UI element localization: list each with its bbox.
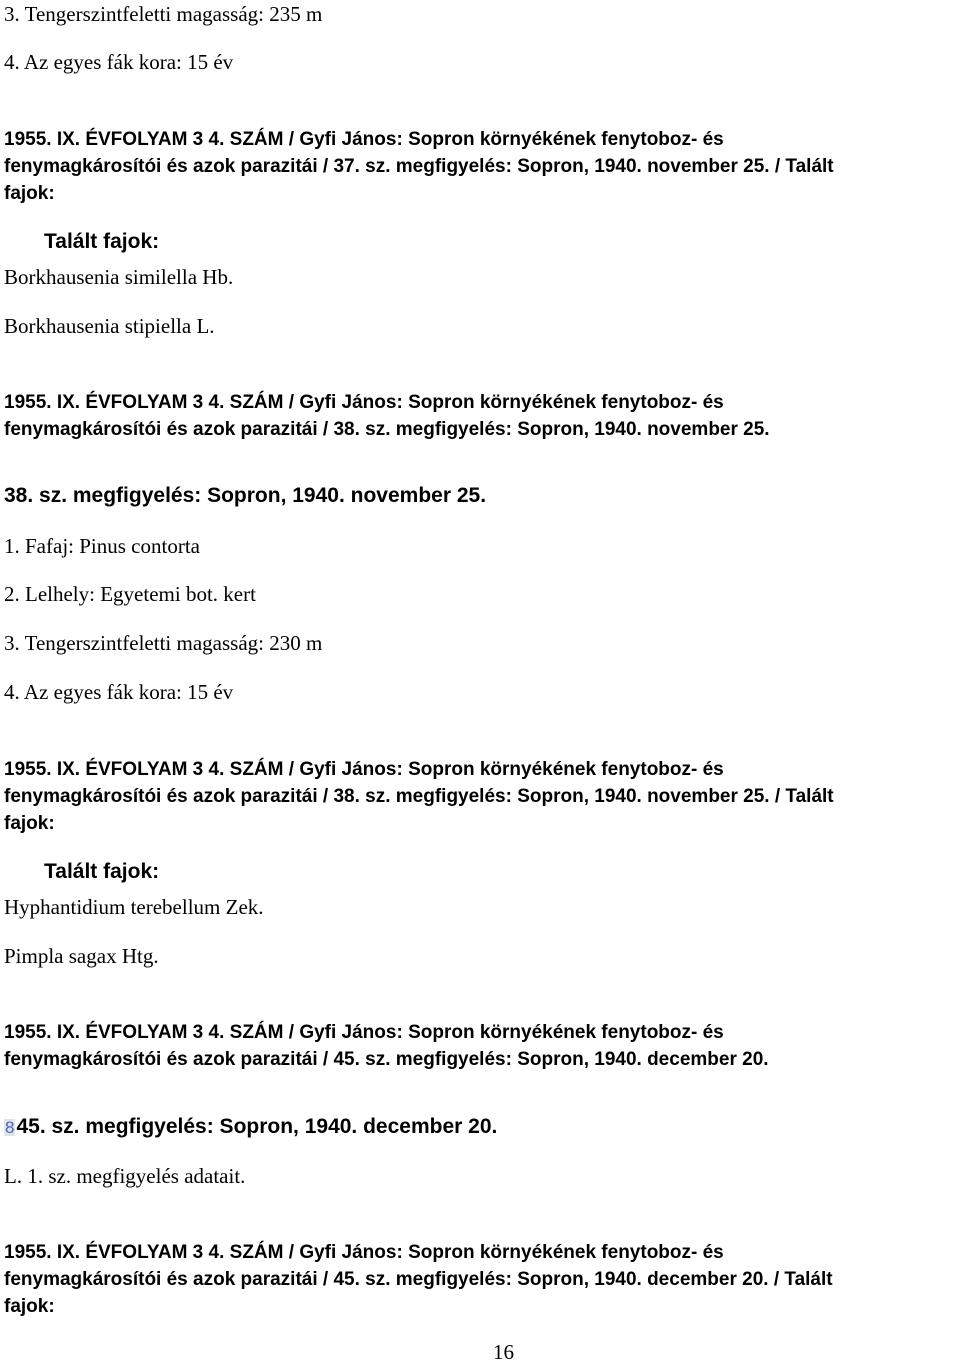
section-title-text: 45. sz. megfigyelés: Sopron, 1940. december 20. bbox=[16, 1115, 498, 1138]
altitude-line: 3. Tengerszintfeletti magasság: 230 m bbox=[4, 631, 323, 655]
header-line: fenymagkárosítói és azok parazitái / 45. sz. megfigyelés: Sopron, 1940. december 20. bbox=[4, 1049, 769, 1070]
altitude-line: 3. Tengerszintfeletti magasság: 235 m bbox=[4, 2, 323, 26]
section-title: 38. sz. megfigyelés: Sopron, 1940. november 25. bbox=[4, 484, 487, 507]
header-line: 1955. IX. ÉVFOLYAM 3 4. SZÁM / Gyfi János: Sopron környékének fenytoboz- és bbox=[4, 1242, 724, 1263]
header-line: fenymagkárosítói és azok parazitái / 38. sz. megfigyelés: Sopron, 1940. november 25. bbox=[4, 419, 770, 440]
header-line: fajok: bbox=[4, 183, 55, 204]
header-line: fajok: bbox=[4, 813, 55, 834]
tree-age-line: 4. Az egyes fák kora: 15 év bbox=[4, 680, 234, 704]
species-item: Hyphantidium terebellum Zek. bbox=[4, 895, 264, 919]
species-item: Pimpla sagax Htg. bbox=[4, 944, 159, 968]
header-line: fajok: bbox=[4, 1296, 55, 1317]
location-line: 2. Lelhely: Egyetemi bot. kert bbox=[4, 582, 256, 606]
section-title bbox=[4, 1116, 497, 1137]
header-line: fenymagkárosítói és azok parazitái / 45. sz. megfigyelés: Sopron, 1940. december 20. / Talált bbox=[4, 1269, 833, 1290]
header-line: 1955. IX. ÉVFOLYAM 3 4. SZÁM / Gyfi János: Sopron környékének fenytoboz- és bbox=[4, 1022, 724, 1043]
species-line: 1. Fafaj: Pinus contorta bbox=[4, 534, 200, 558]
tree-age-line: 4. Az egyes fák kora: 15 év bbox=[4, 50, 234, 74]
species-item: Borkhausenia similella Hb. bbox=[4, 265, 234, 289]
page-marker: 8 bbox=[5, 1118, 15, 1137]
species-item: Borkhausenia stipiella L. bbox=[4, 314, 215, 338]
page-number: 16 bbox=[493, 1340, 514, 1364]
found-species-heading: Talált fajok: bbox=[44, 230, 160, 253]
found-species-heading: Talált fajok: bbox=[44, 860, 160, 883]
header-line: 1955. IX. ÉVFOLYAM 3 4. SZÁM / Gyfi János: Sopron környékének fenytoboz- és bbox=[4, 392, 724, 413]
header-line: fenymagkárosítói és azok parazitái / 38. sz. megfigyelés: Sopron, 1940. november 25. / Talált bbox=[4, 786, 834, 807]
header-line: 1955. IX. ÉVFOLYAM 3 4. SZÁM / Gyfi János: Sopron környékének fenytoboz- és bbox=[4, 129, 724, 150]
reference-line: L. 1. sz. megfigyelés adatait. bbox=[4, 1164, 246, 1188]
header-line: 1955. IX. ÉVFOLYAM 3 4. SZÁM / Gyfi János: Sopron környékének fenytoboz- és bbox=[4, 759, 724, 780]
header-line: fenymagkárosítói és azok parazitái / 37. sz. megfigyelés: Sopron, 1940. november 25. / Talált bbox=[4, 156, 834, 177]
